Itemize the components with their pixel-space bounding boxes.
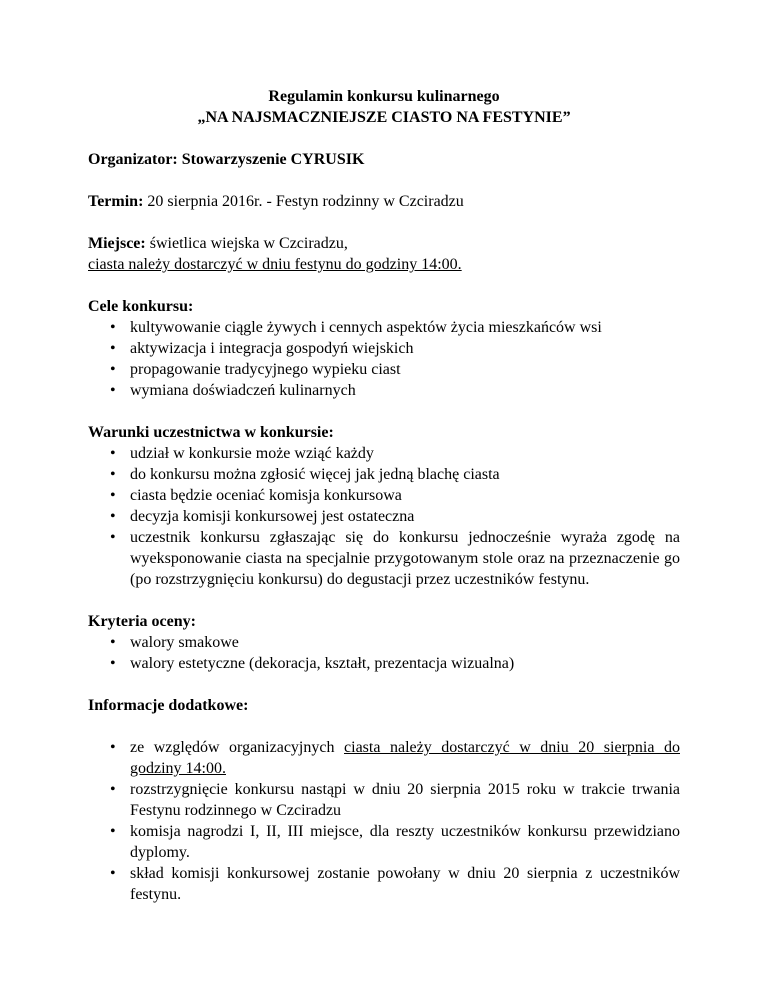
organizer-line: Organizator: Stowarzyszenie CYRUSIK	[88, 151, 365, 168]
list-item: • decyzja komisji konkursowej jest ostateczna	[110, 508, 415, 525]
document-title-line1: Regulamin konkursu kulinarnego	[268, 88, 500, 105]
criteria-list	[88, 632, 680, 674]
bullet-icon: •	[110, 655, 116, 672]
place-line	[88, 233, 680, 254]
document-title-line2: „NA NAJSMACZNIEJSZE CIASTO NA FESTYNIE”	[197, 109, 571, 126]
bullet-icon: •	[110, 739, 116, 756]
list-item: • kultywowanie ciągle żywych i cennych aspektów życia mieszkańców wsi	[110, 319, 602, 336]
bullet-icon: •	[110, 319, 116, 336]
list-item: • wymiana doświadczeń kulinarnych	[110, 382, 356, 399]
term-label: Termin:	[88, 193, 144, 210]
bullet-icon: •	[110, 508, 116, 525]
bullet-icon: •	[110, 487, 116, 504]
list-item: • walory smakowe	[110, 634, 239, 651]
bullet-icon: •	[110, 466, 116, 483]
bullet-icon: •	[110, 634, 116, 651]
place-note: ciasta należy dostarczyć w dniu festynu do godziny 14:00.	[88, 256, 462, 273]
list-item: • aktywizacja i integracja gospodyń wiejskich	[110, 340, 414, 357]
list-item: • udział w konkursie może wziąć każdy	[110, 445, 374, 462]
info-list	[88, 737, 680, 905]
bullet-icon: •	[110, 529, 116, 546]
list-item: • uczestnik konkursu zgłaszając się do konkursu jednocześnie wyraża zgodę na wyeksponowanie ciasta na specjalnie przygotowanym stole oraz na przeznaczenie go (po rozstrzygnięciu konkursu) do degustacji przez uczestników festynu.	[110, 529, 680, 588]
bullet-icon: •	[110, 382, 116, 399]
info-heading: Informacje dodatkowe:	[88, 697, 249, 714]
conditions-heading: Warunki uczestnictwa w konkursie:	[88, 424, 334, 441]
document-page	[88, 86, 680, 905]
term-value: 20 sierpnia 2016r. - Festyn rodzinny w Czciradzu	[143, 193, 464, 210]
criteria-heading: Kryteria oceny:	[88, 613, 196, 630]
bullet-icon: •	[110, 865, 116, 882]
goals-list	[88, 317, 680, 401]
bullet-icon: •	[110, 823, 116, 840]
bullet-icon: •	[110, 781, 116, 798]
list-item: • rozstrzygnięcie konkursu nastąpi w dniu 20 sierpnia 2015 roku w trakcie trwania Festynu rodzinnego w Czciradzu	[110, 781, 680, 819]
list-item: • propagowanie tradycyjnego wypieku ciast	[110, 361, 401, 378]
list-item: • ciasta będzie oceniać komisja konkursowa	[110, 487, 402, 504]
bullet-icon: •	[110, 340, 116, 357]
place-value: świetlica wiejska w Czciradzu,	[145, 235, 348, 252]
list-item: • do konkursu można zgłosić więcej jak jedną blachę ciasta	[110, 466, 500, 483]
bullet-icon: •	[110, 445, 116, 462]
goals-heading: Cele konkursu:	[88, 298, 194, 315]
bullet-icon: •	[110, 361, 116, 378]
list-item: • komisja nagrodzi I, II, III miejsce, dla reszty uczestników konkursu przewidziano dyplomy.	[110, 823, 680, 861]
list-item: • walory estetyczne (dekoracja, kształt, prezentacja wizualna)	[110, 655, 515, 672]
list-item: • skład komisji konkursowej zostanie powołany w dniu 20 sierpnia z uczestników festynu.	[110, 865, 680, 903]
list-item: • ze względów organizacyjnych ciasta należy dostarczyć w dniu 20 sierpnia do godziny 14:00.	[110, 739, 680, 777]
term-line	[88, 191, 680, 212]
conditions-list	[88, 443, 680, 590]
place-label: Miejsce:	[88, 235, 146, 252]
